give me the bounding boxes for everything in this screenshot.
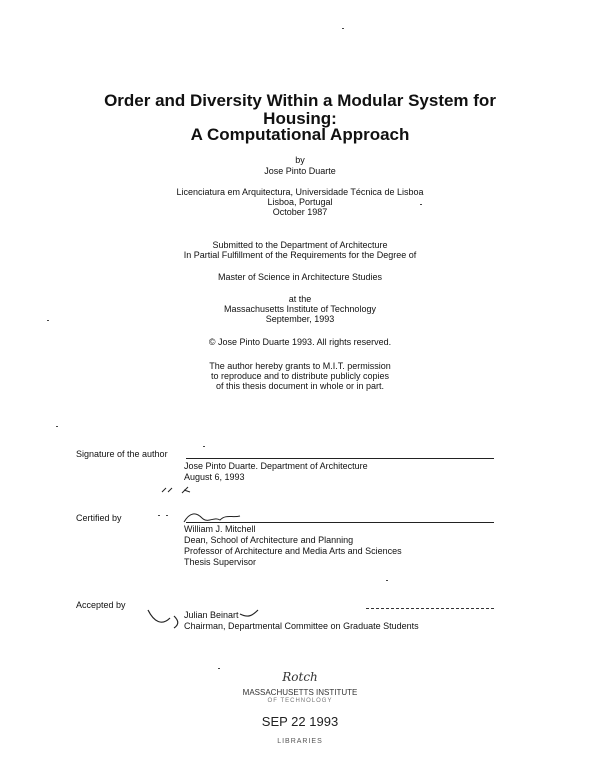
accepted-title: Chairman, Departmental Committee on Graduate Students bbox=[184, 621, 419, 631]
accepted-signature-line bbox=[366, 608, 494, 609]
prior-degree-line2: Lisboa, Portugal bbox=[267, 197, 333, 207]
certified-title1: Dean, School of Architecture and Planning bbox=[184, 535, 354, 545]
accepted-label: Accepted by bbox=[76, 600, 126, 610]
submission-line1: Submitted to the Department of Architecture bbox=[212, 240, 388, 250]
scan-speck bbox=[166, 515, 168, 516]
stamp-rotch: Rotch bbox=[282, 670, 318, 684]
permission-line3: of this thesis document in whole or in part. bbox=[215, 381, 385, 391]
degree-name: Master of Science in Architecture Studies bbox=[217, 272, 383, 282]
copyright-notice: © Jose Pinto Duarte 1993. All rights reserved. bbox=[208, 337, 392, 347]
scan-speck bbox=[203, 446, 205, 447]
scan-speck bbox=[342, 28, 344, 29]
by-label: by bbox=[295, 155, 305, 165]
scan-speck bbox=[56, 426, 58, 427]
signature-author-name: Jose Pinto Duarte. Department of Architecture bbox=[184, 461, 368, 471]
submission-line2: In Partial Fulfillment of the Requirements for the Degree of bbox=[183, 250, 417, 260]
permission-line2: to reproduce and to distribute publicly copies bbox=[210, 371, 390, 381]
certified-title3: Thesis Supervisor bbox=[184, 557, 257, 567]
scan-speck bbox=[47, 320, 49, 321]
prior-degree-line1: Licenciatura em Arquitectura, Universidade Técnica de Lisboa bbox=[176, 187, 424, 197]
signature-author-line bbox=[186, 458, 494, 459]
signature-author-date: August 6, 1993 bbox=[184, 472, 245, 482]
institution-name: Massachusetts Institute of Technology bbox=[224, 304, 376, 314]
handwritten-initials bbox=[160, 484, 196, 496]
scan-speck bbox=[420, 204, 422, 205]
signature-author-label: Signature of the author bbox=[76, 449, 168, 459]
stamp-of-technology: OF TECHNOLOGY bbox=[267, 698, 333, 704]
certified-label: Certified by bbox=[76, 513, 122, 523]
stamp-date: SEP 22 1993 bbox=[261, 714, 339, 729]
scan-speck bbox=[158, 515, 160, 516]
thesis-title-line1: Order and Diversity Within a Modular System for bbox=[104, 91, 496, 110]
permission-line1: The author hereby grants to M.I.T. permission bbox=[209, 361, 391, 371]
thesis-title-line2: Housing: bbox=[263, 109, 337, 128]
at-the: at the bbox=[288, 294, 312, 304]
thesis-title-line3: A Computational Approach bbox=[190, 125, 410, 144]
prior-degree-line3: October 1987 bbox=[272, 207, 328, 217]
stamp-institute: MASSACHUSETTS INSTITUTE bbox=[242, 688, 358, 697]
certified-title2: Professor of Architecture and Media Arts and Sciences bbox=[184, 546, 402, 556]
submission-date: September, 1993 bbox=[265, 314, 335, 324]
accepted-name: Julian Beinart bbox=[184, 610, 239, 620]
scan-speck bbox=[218, 668, 220, 669]
author-name: Jose Pinto Duarte bbox=[264, 166, 336, 176]
stamp-libraries: LIBRARIES bbox=[277, 738, 323, 745]
scan-speck bbox=[386, 580, 388, 581]
certified-name: William J. Mitchell bbox=[184, 524, 256, 534]
